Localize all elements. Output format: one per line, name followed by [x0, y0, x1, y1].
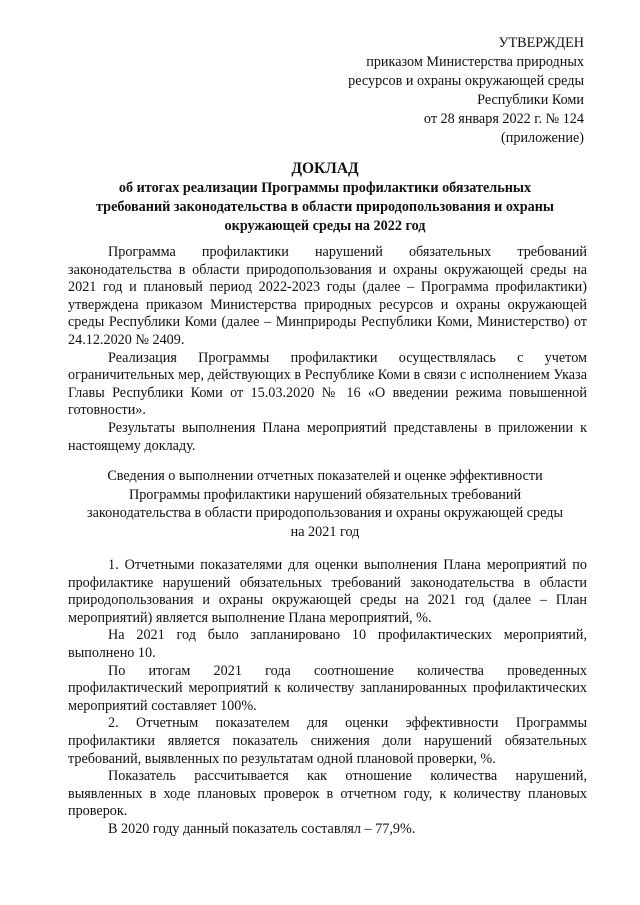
main-paragraph: Показатель рассчитывается как отношение количества нарушений, выявленных в ходе плановых проверок в отчетном году, к количеству плановых проверок. — [68, 768, 587, 820]
approval-line: Республики Коми — [477, 92, 584, 108]
approval-line: приказом Министерства природных — [366, 54, 584, 70]
approval-line: от 28 января 2022 г. № 124 — [423, 111, 584, 127]
approval-line: ресурсов и охраны окружающей среды — [348, 73, 584, 89]
section-heading-line: Программы профилактики нарушений обязательных требований — [128, 486, 522, 503]
section-heading — [60, 467, 590, 541]
main-paragraph: По итогам 2021 года соотношение количества проведенных профилактический мероприятий к количеству запланированных профилактических мероприятий составляет 100%. — [68, 662, 587, 714]
approval-line: (приложение) — [501, 130, 584, 146]
intro-section — [68, 244, 587, 455]
section-heading-line: на 2021 год — [290, 523, 360, 540]
approval-stamp — [348, 34, 584, 148]
main-paragraph: 1. Отчетными показателями для оценки выполнения Плана мероприятий по профилактике нарушений обязательных требований законодательства в области природопользования и охраны окружающей среды на 2021 год (далее – План мероприятий) является выполнение Плана мероприятий, %. — [68, 557, 587, 626]
document-title — [60, 159, 590, 236]
title-heading: ДОКЛАД — [291, 160, 359, 177]
title-subtitle-line: об итогах реализации Программы профилактики обязательных — [118, 180, 532, 196]
main-paragraph: В 2020 году данный показатель составлял – 77,9%. — [108, 820, 416, 837]
main-paragraph: На 2021 год было запланировано 10 профилактических мероприятий, выполнено 10. — [68, 627, 587, 661]
intro-paragraph: Реализация Программы профилактики осуществлялась с учетом ограничительных мер, действующих в Республике Коми в связи с исполнением Указа Главы Республики Коми от 15.03.2020 № 16 «О введении режима повышенной готовности». — [68, 349, 587, 419]
section-heading-line: Сведения о выполнении отчетных показателей и оценке эффективности — [107, 468, 543, 484]
main-section — [68, 557, 587, 839]
intro-paragraph: Результаты выполнения Плана мероприятий представлены в приложении к настоящему докладу. — [68, 419, 587, 454]
section-heading-line: законодательства в области природопользования и охраны окружающей среды — [87, 505, 563, 522]
title-subtitle-line: окружающей среды на 2022 год — [224, 218, 426, 234]
approval-line: УТВЕРЖДЕН — [498, 35, 584, 51]
title-subtitle-line: требований законодательства в области природопользования и охраны — [96, 199, 554, 215]
main-paragraph: 2. Отчетным показателем для оценки эффективности Программы профилактики является показатель снижения доли нарушений обязательных требований, выявленных по результатам одной плановой проверки, %. — [68, 715, 587, 767]
intro-paragraph: Программа профилактики нарушений обязательных требований законодательства в области природопользования и охраны окружающей среды на 2021 год и плановый период 2022-2023 годы (далее – Программа профилактики) утверждена приказом Министерства природных ресурсов и охраны окружающей среды Республики Коми (далее – Минприроды Республики Коми, Министерство) от 24.12.2020 № 2409. — [68, 244, 587, 348]
